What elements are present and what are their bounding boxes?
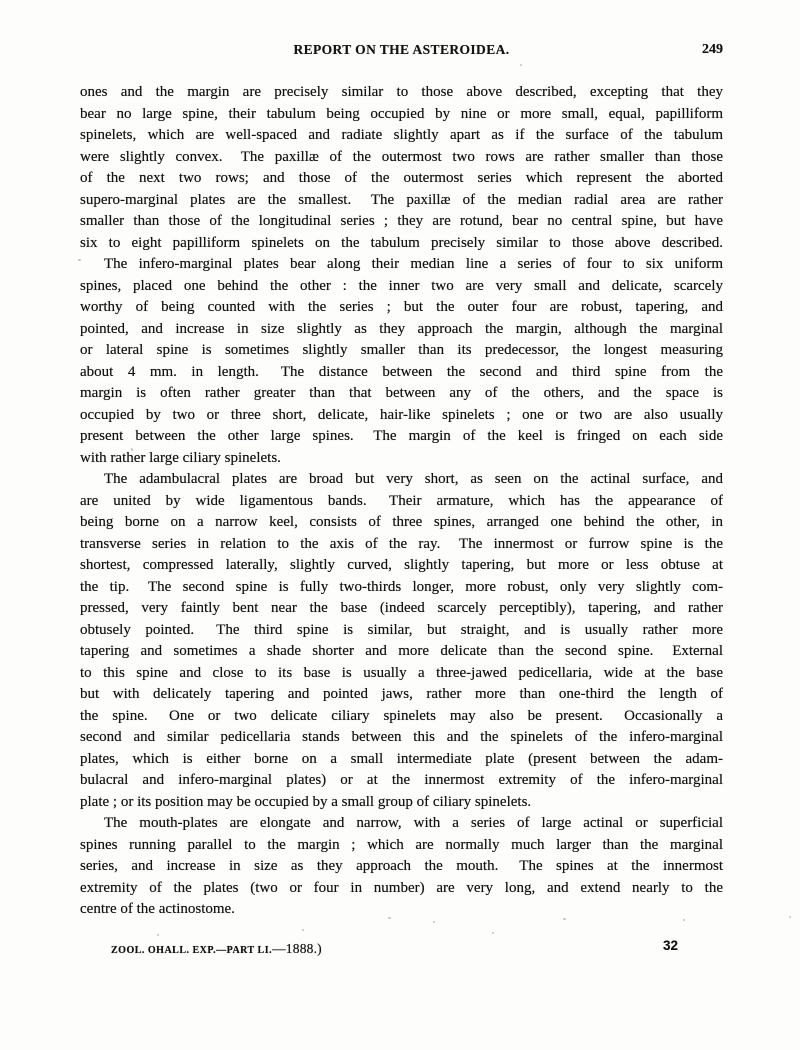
text-line: ones and the margin are precisely similar to those above described, excepting that they [80,84,723,100]
text-line: of the next two rows; and those of the outermost series which represent the aborted [80,170,723,186]
scan-speck [78,259,81,261]
text-line: spines, placed one behind the other : the inner two are very small and delicate, scarcely [80,277,723,294]
page-number: 249 [702,42,723,57]
text-line: bear no large spine, their tabulum being occupied by nine or more small, equal, papilliform [80,105,723,122]
text-line: smaller than those of the longitudinal series ; they are rotund, bear no central spine, but have [80,213,723,229]
text-line: present between the other large spines. The margin of the keel is fringed on each side [80,428,723,444]
scan-speck [520,64,522,66]
text-line: The mouth-plates are elongate and narrow, with a series of large actinal or superficial [104,815,723,831]
page-header [80,42,723,60]
imprint-year: —1888.) [272,941,322,956]
running-title: REPORT ON THE ASTEROIDEA. [293,42,510,57]
scan-speck [388,917,391,919]
text-line: shortest, compressed laterally, slightly curved, slightly tapering, but more or less obtuse at [80,557,723,573]
text-line: plate ; or its position may be occupied by a small group of ciliary spinelets. [80,793,532,810]
paragraph [80,254,723,469]
text-line: spinelets, which are well-spaced and radiate slightly apart as if the surface of the tabulum [80,127,723,143]
text-line: worthy of being counted with the series ; but the outer four are robust, tapering, and [80,299,723,315]
text-line: to this spine and close to its base is usually a three-jawed pedicellaria, wide at the base [80,664,723,681]
signature-number: 32 [662,938,678,953]
text-line: series, and increase in size as they approach the mouth. The spines at the innermost [80,858,723,874]
text-line: The adambulacral plates are broad but very short, as seen on the actinal surface, and [104,471,723,487]
text-line: The infero-marginal plates bear along their median line a series of four to six uniform [104,256,723,272]
scan-speck [302,929,304,931]
text-line: but with delicately tapering and pointed jaws, rather more than one-third the length of [80,686,723,702]
text-line: tapering and sometimes a shade shorter and more delicate than the second spine. External [80,643,723,659]
text-line: were slightly convex. The paxillæ of the outermost two rows are rather smaller than those [80,148,723,165]
text-line: the tip. The second spine is fully two-thirds longer, more robust, only very slightly com- [80,578,723,595]
paragraph [80,813,723,921]
scan-speck [683,919,685,921]
imprint [111,941,322,957]
paragraph [80,82,723,254]
text-line: the spine. One or two delicate ciliary spinelets may also be present. Occasionally a [80,707,723,724]
text-line: being borne on a narrow keel, consists of three spines, arranged one behind the other, in [80,514,723,530]
text-line: pressed, very faintly bent near the base (indeed scarcely perceptibly), tapering, and rather [80,600,723,616]
text-line: are united by wide ligamentous bands. Their armature, which has the appearance of [80,492,723,509]
text-line: spines running parallel to the margin ; which are normally much larger than the marginal [80,836,723,853]
text-line: plates, which is either borne on a small intermediate plate (present between the adam- [80,750,723,767]
text-line: margin is often rather greater than that between any of the others, and the space is [80,385,723,401]
scan-speck [789,916,791,918]
text-line: six to eight papilliform spinelets on the tabulum precisely similar to those above described. [80,234,723,251]
text-line: bulacral and infero-marginal plates) or at the innermost extremity of the infero-marginal [80,772,723,788]
scan-speck [492,932,494,934]
scan-speck [563,918,566,920]
scan-speck [433,921,435,923]
text-line: with rather large ciliary spinelets. [80,449,281,466]
text-line: about 4 mm. in length. The distance between the second and third spine from the [80,363,723,380]
page-footer [0,938,800,958]
text-line: pointed, and increase in size slightly as they approach the margin, although the marginal [80,320,723,337]
text-line: extremity of the plates (two or four in number) are very long, and extend nearly to the [80,879,723,896]
body-text [80,82,723,921]
text-line: second and similar pedicellaria stands between this and the spinelets of the infero-marginal [80,729,723,745]
scan-speck [131,448,133,451]
text-line: supero-marginal plates are the smallest. The paxillæ of the median radial area are rather [80,191,723,208]
text-line: obtusely pointed. The third spine is similar, but straight, and is usually rather more [80,621,723,638]
text-line: centre of the actinostome. [80,901,235,917]
text-line: occupied by two or three short, delicate, hair-like spinelets ; one or two are also usually [80,406,723,423]
text-line: or lateral spine is sometimes slightly smaller than its predecessor, the longest measuring [80,342,723,358]
text-line: transverse series in relation to the axis of the ray. The innermost or furrow spine is the [80,535,723,552]
scan-speck [157,934,159,936]
paragraph [80,469,723,813]
imprint-text: ZOOL. OHALL. EXP.—PART LI. [111,945,273,956]
